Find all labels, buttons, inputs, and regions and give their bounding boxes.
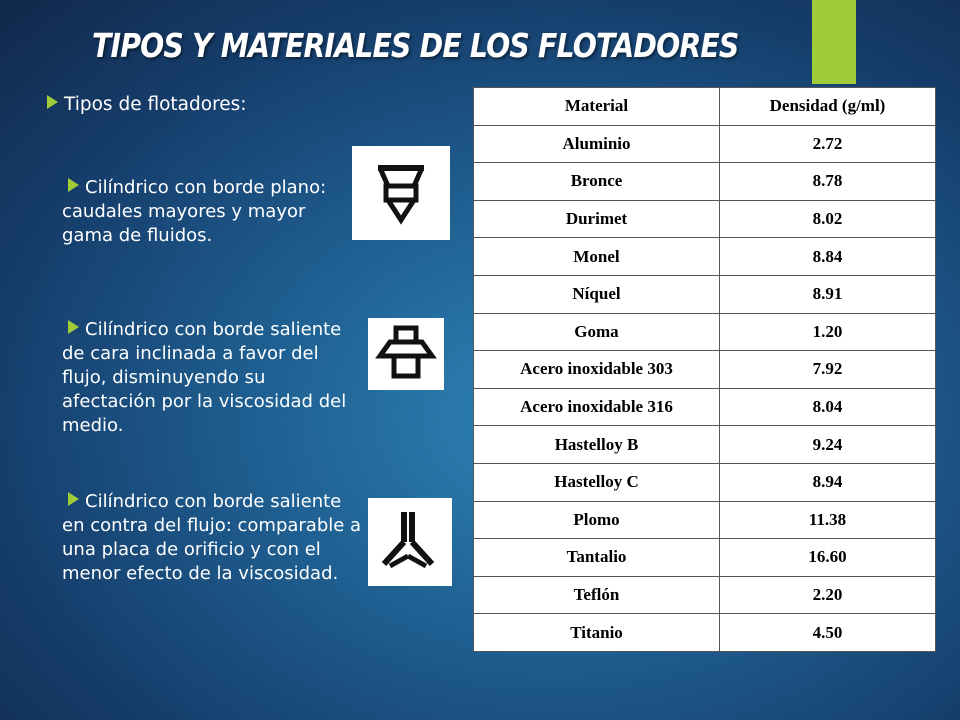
density-cell: 8.04 <box>720 388 936 426</box>
header-density: Densidad (g/ml) <box>720 88 936 126</box>
float-type-text-2: Cilíndrico con borde saliente de cara inclinada a favor del flujo, disminuyendo su afectación por la viscosidad del medio. <box>62 319 347 436</box>
lead-text: Tipos de flotadores: <box>64 94 247 115</box>
table-row <box>474 163 936 201</box>
material-cell: Tantalio <box>474 539 720 577</box>
density-table <box>473 87 936 652</box>
float-type-item-2 <box>62 318 362 438</box>
bullet-arrow-icon <box>68 320 79 334</box>
density-cell: 7.92 <box>720 351 936 389</box>
table-row <box>474 125 936 163</box>
float-type-item-1 <box>62 176 354 248</box>
slide-title: TIPOS Y MATERIALES DE LOS FLOTADORES <box>92 26 739 65</box>
material-cell: Aluminio <box>474 125 720 163</box>
table-row <box>474 426 936 464</box>
counter-flow-float-icon <box>368 498 452 586</box>
header-material: Material <box>474 88 720 126</box>
table-row <box>474 576 936 614</box>
density-cell: 1.20 <box>720 313 936 351</box>
density-cell: 11.38 <box>720 501 936 539</box>
density-cell: 8.84 <box>720 238 936 276</box>
material-cell: Acero inoxidable 316 <box>474 388 720 426</box>
material-cell: Monel <box>474 238 720 276</box>
material-cell: Durimet <box>474 200 720 238</box>
density-cell: 8.91 <box>720 275 936 313</box>
material-cell: Bronce <box>474 163 720 201</box>
float-type-item-3 <box>62 490 362 586</box>
material-cell: Plomo <box>474 501 720 539</box>
accent-bar <box>812 0 856 84</box>
material-cell: Hastelloy B <box>474 426 720 464</box>
density-cell: 8.02 <box>720 200 936 238</box>
float-type-text-1: Cilíndrico con borde plano: caudales mayores y mayor gama de fluidos. <box>62 177 327 246</box>
inclined-edge-float-icon <box>368 318 444 390</box>
density-cell: 2.20 <box>720 576 936 614</box>
material-cell: Níquel <box>474 275 720 313</box>
material-cell: Acero inoxidable 303 <box>474 351 720 389</box>
material-cell: Goma <box>474 313 720 351</box>
density-cell: 4.50 <box>720 614 936 652</box>
flat-edge-float-icon <box>352 146 450 240</box>
table-row <box>474 275 936 313</box>
table-row <box>474 238 936 276</box>
bullet-arrow-icon <box>68 178 79 192</box>
material-cell: Titanio <box>474 614 720 652</box>
bullet-arrow-icon <box>47 95 58 109</box>
density-cell: 9.24 <box>720 426 936 464</box>
table-row <box>474 313 936 351</box>
table-header-row <box>474 88 936 126</box>
density-cell: 16.60 <box>720 539 936 577</box>
table-row <box>474 539 936 577</box>
table-row <box>474 351 936 389</box>
material-cell: Hastelloy C <box>474 463 720 501</box>
table-row <box>474 463 936 501</box>
table-row <box>474 388 936 426</box>
density-cell: 8.78 <box>720 163 936 201</box>
float-type-text-3: Cilíndrico con borde saliente en contra del flujo: comparable a una placa de orificio y con el menor efecto de la viscosidad. <box>62 491 362 584</box>
table-row <box>474 614 936 652</box>
lead-bullet <box>47 94 247 115</box>
table-row <box>474 200 936 238</box>
material-cell: Teflón <box>474 576 720 614</box>
table-row <box>474 501 936 539</box>
density-cell: 8.94 <box>720 463 936 501</box>
bullet-arrow-icon <box>68 492 79 506</box>
density-cell: 2.72 <box>720 125 936 163</box>
